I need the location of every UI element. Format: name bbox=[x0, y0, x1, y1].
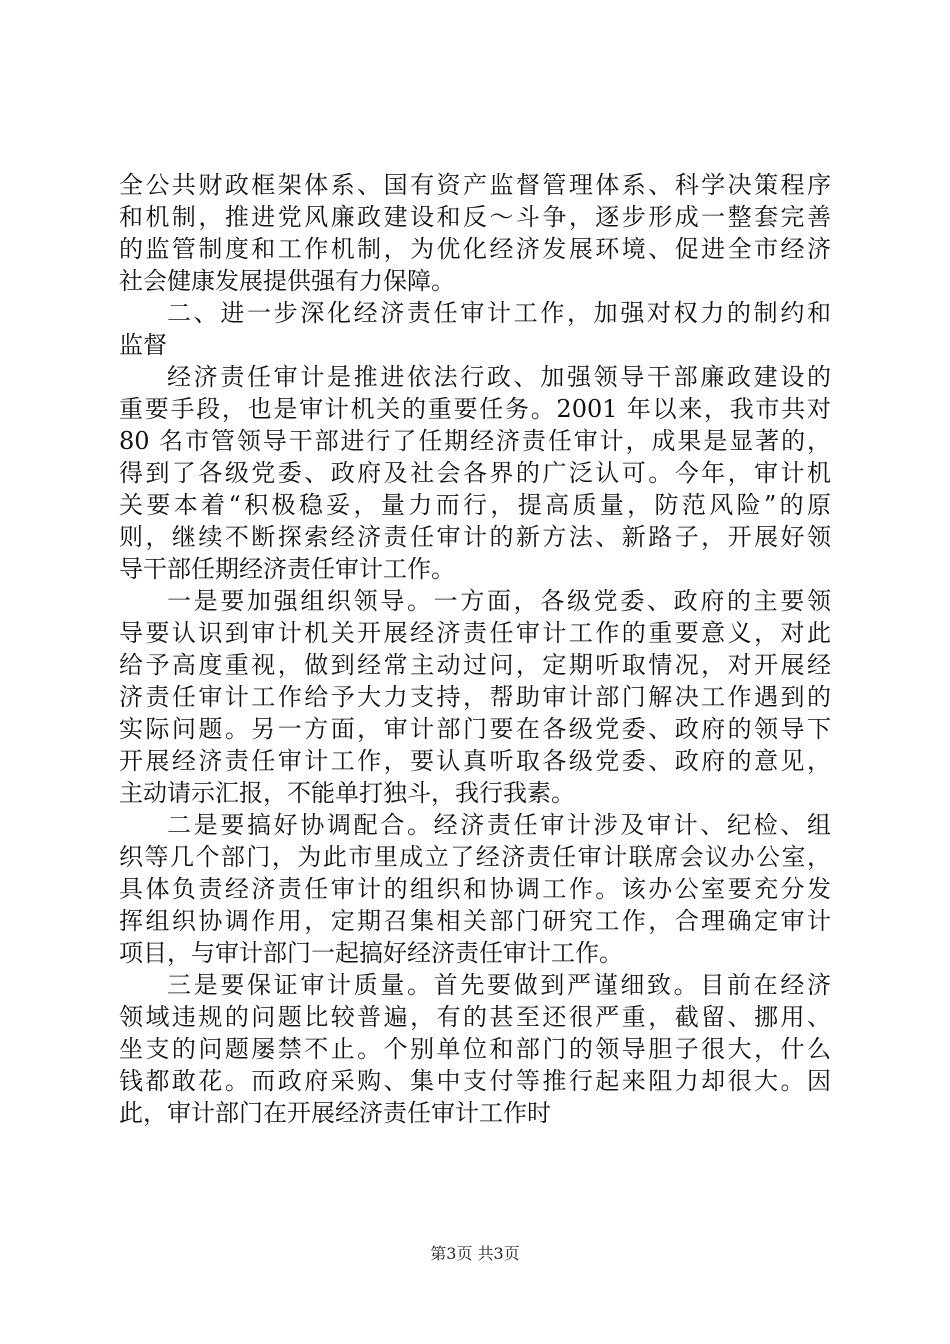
text-line: 坐支的问题屡禁不止。个别单位和部门的领导胆子很大，什么 bbox=[119, 1035, 831, 1063]
text-line: 二是要搞好协调配合。经济责任审计涉及审计、纪检、组 bbox=[167, 811, 831, 839]
text-line: 一是要加强组织领导。一方面，各级党委、政府的主要领 bbox=[167, 587, 831, 615]
text-line: 具体负责经济责任审计的组织和协调工作。该办公室要充分发 bbox=[119, 875, 831, 903]
text-line: 织等几个部门，为此市里成立了经济责任审计联席会议办公室， bbox=[119, 843, 831, 871]
text-line: 的监管制度和工作机制，为优化经济发展环境、促进全市经济 bbox=[119, 235, 831, 263]
text-line: 全公共财政框架体系、国有资产监督管理体系、科学决策程序 bbox=[119, 171, 831, 199]
text-line: 社会健康发展提供强有力保障。 bbox=[119, 267, 455, 295]
text-line: 领域违规的问题比较普遍，有的甚至还很严重，截留、挪用、 bbox=[119, 1003, 831, 1031]
text-line: 关要本着“积极稳妥，量力而行，提高质量，防范风险”的原 bbox=[119, 491, 831, 519]
text-line: 得到了各级党委、政府及社会各界的广泛认可。今年，审计机 bbox=[119, 459, 831, 487]
text-line: 钱都敢花。而政府采购、集中支付等推行起来阻力却很大。因 bbox=[119, 1067, 831, 1095]
text-line: 济责任审计工作给予大力支持，帮助审计部门解决工作遇到的 bbox=[119, 683, 831, 711]
text-line: 监督 bbox=[119, 331, 167, 359]
text-line: 导要认识到审计机关开展经济责任审计工作的重要意义，对此 bbox=[119, 619, 831, 647]
text-line: 挥组织协调作用，定期召集相关部门研究工作，合理确定审计 bbox=[119, 907, 831, 935]
text-line: 给予高度重视，做到经常主动过问，定期听取情况，对开展经 bbox=[119, 651, 831, 679]
text-line: 80 名市管领导干部进行了任期经济责任审计，成果是显著的， bbox=[119, 427, 831, 455]
text-line: 和机制，推进党风廉政建设和反～斗争，逐步形成一整套完善 bbox=[119, 203, 831, 231]
text-line: 重要手段，也是审计机关的重要任务。2001 年以来，我市共对 bbox=[119, 395, 831, 423]
text-line: 则，继续不断探索经济责任审计的新方法、新路子，开展好领 bbox=[119, 523, 831, 551]
text-line: 经济责任审计是推进依法行政、加强领导干部廉政建设的 bbox=[167, 363, 831, 391]
text-line: 实际问题。另一方面，审计部门要在各级党委、政府的领导下 bbox=[119, 715, 831, 743]
text-line: 项目，与审计部门一起搞好经济责任审计工作。 bbox=[119, 939, 623, 967]
text-line: 开展经济责任审计工作，要认真听取各级党委、政府的意见， bbox=[119, 747, 831, 775]
document-body bbox=[119, 169, 831, 1129]
text-line: 此，审计部门在开展经济责任审计工作时 bbox=[119, 1099, 551, 1127]
text-line: 二、进一步深化经济责任审计工作，加强对权力的制约和 bbox=[167, 299, 831, 327]
page-footer: 第3页 共3页 bbox=[430, 1244, 520, 1263]
text-line: 主动请示汇报，不能单打独斗，我行我素。 bbox=[119, 779, 575, 807]
text-line: 导干部任期经济责任审计工作。 bbox=[119, 555, 455, 583]
text-line: 三是要保证审计质量。首先要做到严谨细致。目前在经济 bbox=[167, 971, 831, 999]
